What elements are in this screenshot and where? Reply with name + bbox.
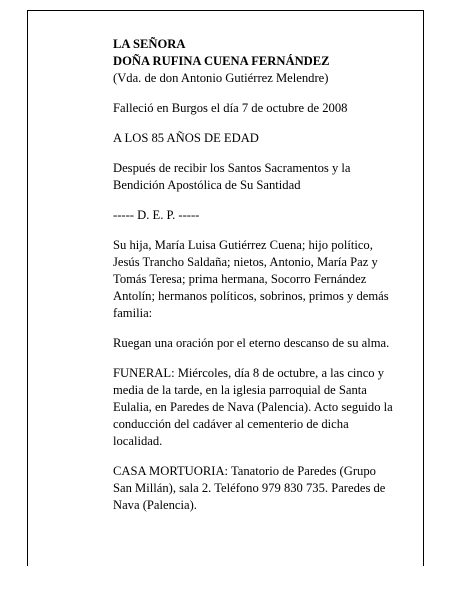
rip: ----- D. E. P. ----- xyxy=(113,208,200,222)
family-line-3: Tomás Teresa; prima hermana, Socorro Fernández xyxy=(113,272,367,286)
funeral-line-4: conducción del cadáver al cementerio de dicha xyxy=(113,417,349,431)
funeral-line-1: FUNERAL: Miércoles, día 8 de octubre, a las cinco y xyxy=(113,366,385,380)
sacraments-line-1: Después de recibir los Santos Sacramentos y la xyxy=(113,161,351,175)
death-notice xyxy=(113,36,423,514)
title-line-1: LA SEÑORA xyxy=(113,37,186,51)
family-line-1: Su hija, María Luisa Gutiérrez Cuena; hijo político, xyxy=(113,238,373,252)
mortuary-line-1: CASA MORTUORIA: Tanatorio de Paredes (Grupo xyxy=(113,464,376,478)
prayer: Ruegan una oración por el eterno descanso de su alma. xyxy=(113,336,390,350)
widow-of: (Vda. de don Antonio Gutiérrez Melendre) xyxy=(113,71,329,85)
funeral-line-5: localidad. xyxy=(113,434,163,448)
funeral-line-3: Eulalia, en Paredes de Nava (Palencia). Acto seguido la xyxy=(113,400,393,414)
deceased-name: DOÑA RUFINA CUENA FERNÁNDEZ xyxy=(113,54,330,68)
age: A LOS 85 AÑOS DE EDAD xyxy=(113,131,259,145)
death-info: Falleció en Burgos el día 7 de octubre de 2008 xyxy=(113,101,348,115)
family-line-2: Jesús Trancho Saldaña; nietos, Antonio, María Paz y xyxy=(113,255,378,269)
mortuary-line-2: San Millán), sala 2. Teléfono 979 830 735. Paredes de xyxy=(113,481,386,495)
mortuary-line-3: Nava (Palencia). xyxy=(113,498,197,512)
family-line-5: familia: xyxy=(113,306,153,320)
sacraments-line-2: Bendición Apostólica de Su Santidad xyxy=(113,178,301,192)
funeral-line-2: media de la tarde, en la iglesia parroquial de Santa xyxy=(113,383,367,397)
family-line-4: Antolín; hermanos políticos, sobrinos, primos y demás xyxy=(113,289,389,303)
